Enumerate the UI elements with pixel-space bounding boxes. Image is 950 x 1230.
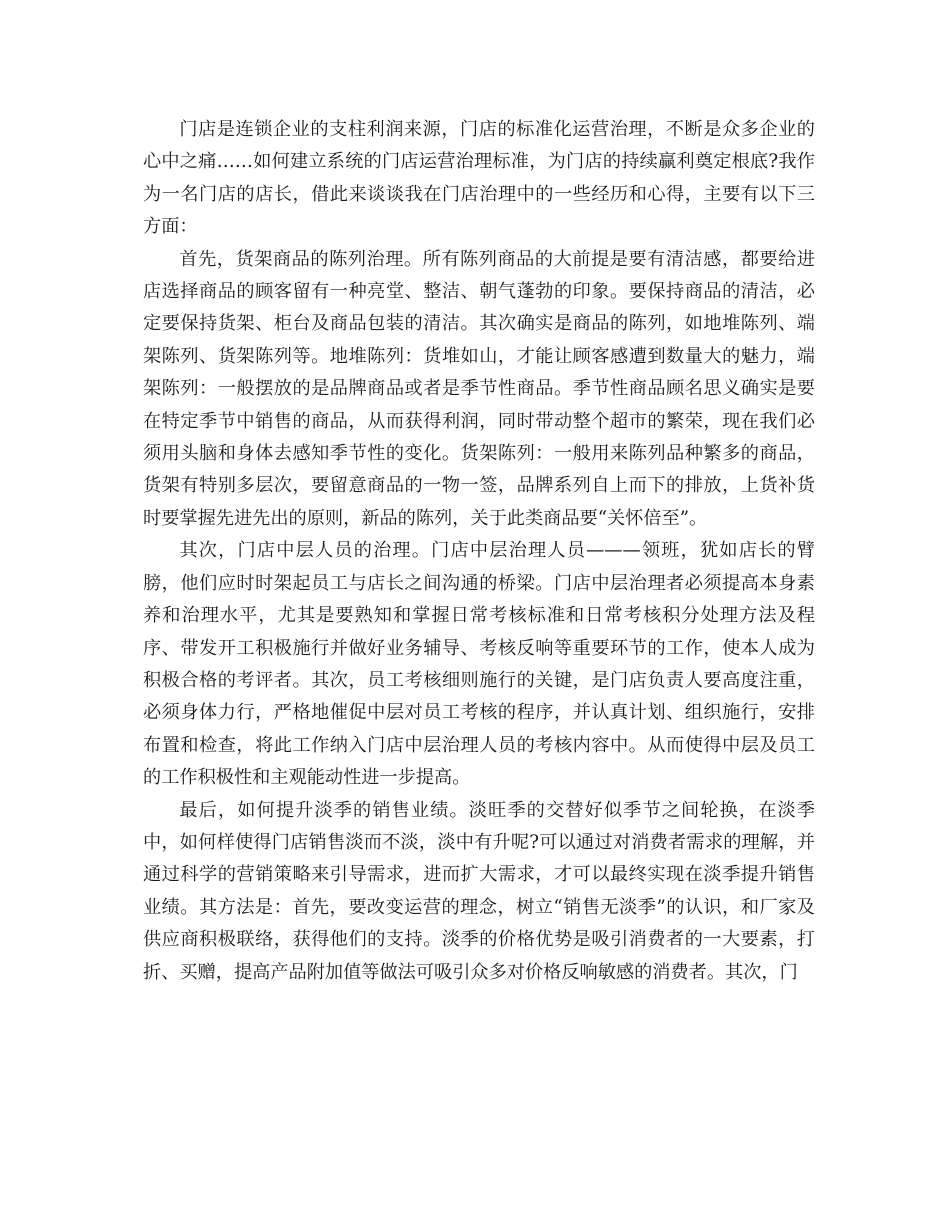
paragraph-intro: 门店是连锁企业的支柱利润来源，门店的标准化运营治理，不断是众多企业的心中之痛……如何建立系统的门店运营治理标准，为门店的持续赢利奠定根底?我作为一名门店的店长，借此来谈谈我在门店治理中的一些经历和心得，主要有以下三方面： (143, 119, 815, 238)
paragraph-shelf-display: 首先，货架商品的陈列治理。所有陈列商品的大前提是要有清洁感，都要给进店选择商品的顾客留有一种亮堂、整洁、朝气蓬勃的印象。要保持商品的清洁，必定要保持货架、柜台及商品包装的清洁。其次确实是商品的陈列，如地堆陈列、端架陈列、货架陈列等。地堆陈列：货堆如山，才能让顾客感遭到数量大的魅力，端架陈列：一般摆放的是品牌商品或者是季节性商品。季节性商品顾名思义确实是要在特定季节中销售的商品，从而获得利润，同时带动整个超市的繁荣，现在我们必须用头脑和身体去感知季节性的变化。货架陈列：一般用来陈列品种繁多的商品，货架有特别多层次，要留意商品的一物一签，品牌系列自上而下的排放，上货补货时要掌握先进先出的原则，新品的陈列，关于此类商品要“关怀倍至”。 (143, 248, 815, 529)
document-body (143, 114, 815, 989)
paragraph-off-season-sales: 最后，如何提升淡季的销售业绩。淡旺季的交替好似季节之间轮换，在淡季中，如何样使得门店销售淡而不淡，淡中有升呢?可以通过对消费者需求的理解，并通过科学的营销策略来引导需求，进而扩大需求，才可以最终实现在淡季提升销售业绩。其方法是：首先，要改变运营的理念，树立“销售无淡季”的认识，和厂家及供应商积极联络，获得他们的支持。淡季的价格优势是吸引消费者的一大要素，打折、买赠，提高产品附加值等做法可吸引众多对价格反响敏感的消费者。其次，门 (143, 799, 815, 983)
paragraph-middle-management: 其次，门店中层人员的治理。门店中层治理人员———领班，犹如店长的臂膀，他们应时时架起员工与店长之间沟通的桥梁。门店中层治理者必须提高本身素养和治理水平，尤其是要熟知和掌握日常考核标准和日常考核积分处理方法及程序、带发开工积极施行并做好业务辅导、考核反响等重要环节的工作，使本人成为积极合格的考评者。其次，员工考核细则施行的关键，是门店负责人要高度注重，必须身体力行，严格地催促中层对员工考核的程序，并认真计划、组织施行，安排布置和检查，将此工作纳入门店中层治理人员的考核内容中。从而使得中层及员工的工作积极性和主观能动性进一步提高。 (143, 540, 815, 789)
